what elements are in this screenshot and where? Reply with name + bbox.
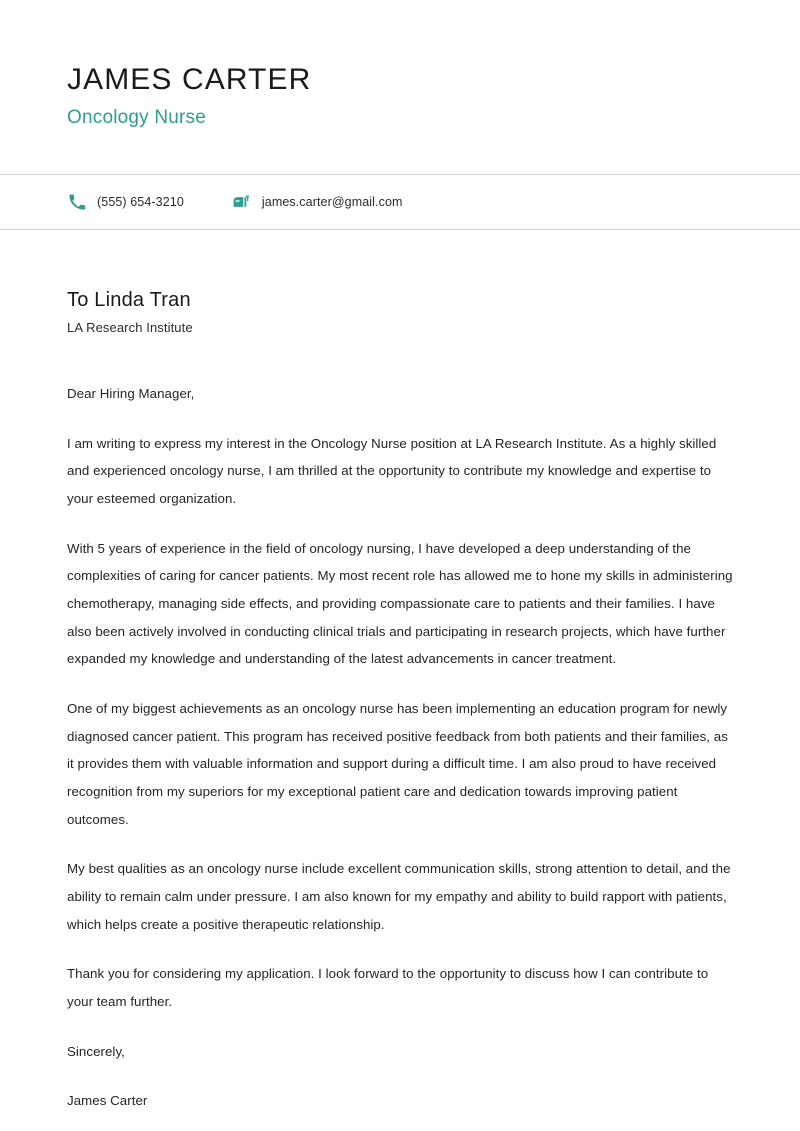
applicant-job-title: Oncology Nurse	[67, 107, 207, 129]
email-address-text: james.carter@gmail.com	[261, 195, 403, 210]
recipient-organization: LA Research Institute	[67, 320, 193, 336]
phone-number-text: (555) 654-3210	[97, 195, 184, 210]
recipient-block	[67, 288, 735, 337]
applicant-name: JAMES CARTER	[67, 63, 312, 96]
letter-body	[67, 380, 735, 1115]
contact-item-email[interactable]	[232, 192, 403, 212]
contact-divider	[0, 229, 800, 230]
letter-paragraph: One of my biggest achievements as an oncology nurse has been implementing an education program for newly diagnosed cancer patient. This program has received positive feedback from both patients and their families, as it provides them with valuable information and support during a difficult time. I am also proud to have received recognition from my superiors for my exceptional patient care and dedication towards improving patient outcomes.	[67, 700, 728, 827]
mailbox-icon	[232, 192, 252, 212]
signature-name: James Carter	[67, 1093, 148, 1109]
phone-icon	[67, 192, 87, 212]
contact-bar	[0, 175, 800, 229]
letter-content	[0, 288, 800, 1115]
letter-paragraph: My best qualities as an oncology nurse include excellent communication skills, strong attention to detail, and the ability to remain calm under pressure. I am also known for my empathy and ability to build rapport with patients, which helps create a positive therapeutic relationship.	[67, 861, 731, 932]
salutation: Dear Hiring Manager,	[67, 386, 195, 402]
letter-paragraph: I am writing to express my interest in the Oncology Nurse position at LA Research Institute. As a highly skilled and experienced oncology nurse, I am thrilled at the opportunity to contribute my knowledge and expertise to your esteemed organization.	[67, 435, 717, 507]
letter-paragraph: With 5 years of experience in the field of oncology nursing, I have developed a deep understanding of the complexities of caring for cancer patients. My most recent role has allowed me to hone my skills in administering chemotherapy, managing side effects, and providing compassionate care to patients and their families. I have also been actively involved in conducting clinical trials and participating in research projects, which have further expanded my knowledge and understanding of the latest advancements in cancer treatment.	[67, 540, 733, 667]
contact-item-phone[interactable]	[67, 192, 184, 212]
letter-header	[0, 0, 800, 130]
letter-paragraph: Thank you for considering my application. I look forward to the opportunity to discuss how I can contribute to your team further.	[67, 966, 709, 1009]
recipient-name: To Linda Tran	[67, 289, 191, 312]
closing-salutation: Sincerely,	[67, 1043, 125, 1059]
